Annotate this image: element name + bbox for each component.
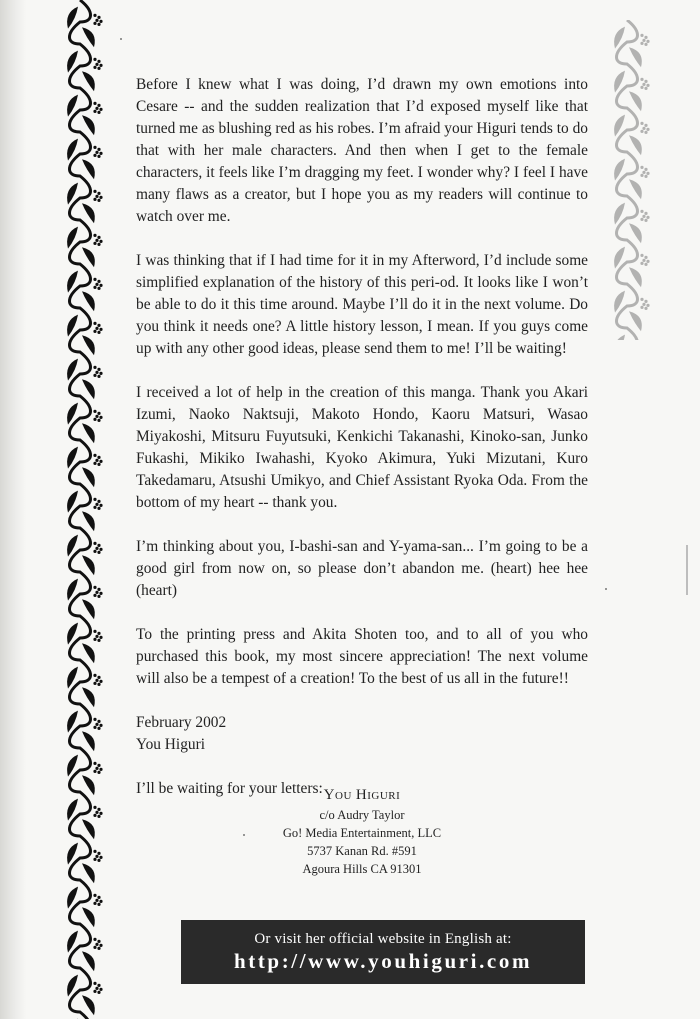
vine-berry [99, 196, 102, 199]
vine-berry [99, 152, 102, 155]
vine-leaf [629, 47, 642, 67]
vine-berry [95, 987, 98, 990]
vine-berry [93, 58, 96, 61]
page-edge-mark [686, 545, 688, 595]
vine-berry [93, 14, 96, 17]
vine-berry [97, 771, 100, 774]
vine-berry [93, 278, 96, 281]
vine-berry [642, 215, 645, 218]
vine-berry [99, 460, 102, 463]
faded-vine-border-icon [605, 20, 655, 340]
vine-leaf [82, 951, 95, 971]
vine-berry [642, 39, 645, 42]
vine-berry [97, 456, 100, 459]
address-street: 5737 Kanan Rd. #591 [307, 844, 417, 858]
vine-berry [93, 110, 96, 113]
vine-berry [97, 236, 100, 239]
vine-berry [93, 146, 96, 149]
vine-leaf [82, 423, 95, 443]
vine-berry [99, 20, 102, 23]
vine-berry [97, 287, 100, 290]
vine-berry [644, 168, 647, 171]
vine-berry [93, 550, 96, 553]
vine-berry [93, 102, 96, 105]
vine-leaf [82, 291, 95, 311]
vine-berry [644, 212, 647, 215]
vine-leaf [82, 27, 95, 47]
vine-berry [95, 107, 98, 110]
vine-berry [99, 944, 102, 947]
vine-berry [97, 852, 100, 855]
vine-berry [97, 676, 100, 679]
vine-berry [97, 155, 100, 158]
vine-berry [97, 199, 100, 202]
vine-leaf [82, 687, 95, 707]
vine-berry [646, 40, 649, 43]
vine-berry [99, 328, 102, 331]
vine-berry [93, 894, 96, 897]
vine-berry [97, 551, 100, 554]
vine-berry [95, 327, 98, 330]
vine-berry [646, 84, 649, 87]
vine-berry [99, 504, 102, 507]
vine-berry [99, 988, 102, 991]
vine-leaf [82, 115, 95, 135]
vine-berry [93, 682, 96, 685]
vine-berry [99, 372, 102, 375]
vine-berry [97, 991, 100, 994]
vine-leaf [82, 731, 95, 751]
vine-berry [93, 718, 96, 721]
signature [136, 712, 588, 756]
vine-berry [644, 256, 647, 259]
vine-berry [97, 859, 100, 862]
paragraph-appreciation: To the printing press and Akita Shoten too, and to all of you who purchased this book, my most sincere appreciation! The next volume will also be a tempest of a creation! To the best of us all in the future!! [136, 626, 588, 687]
vine-berry [95, 635, 98, 638]
vine-leaf [82, 907, 95, 927]
vine-berry [97, 544, 100, 547]
vine-berry [93, 630, 96, 633]
letters-prompt: I’ll be waiting for your letters: [136, 780, 323, 797]
vine-berry [95, 723, 98, 726]
paragraph-thanks: I received a lot of help in the creation of this manga. Thank you Akari Izumi, Naoko Naktsuji, Makoto Hondo, Kaoru Matsuri, Wasao Miyakoshi, Mitsuru Fuyutsuki, Kenkichi Takanashi, Kinoko-san, Junko Fukashi, Mikiko Iwahashi, Kyoko Akimura, Yuki Mizutani, Kuro Takedamaru, Atsushi Umikyo, and Chief Assistant Ryoka Oda. From the bottom of my heart -- thank you. [136, 384, 588, 511]
vine-berry [95, 855, 98, 858]
vine-leaf [82, 335, 95, 355]
vine-berry [97, 588, 100, 591]
vine-berry [93, 542, 96, 545]
vine-berry [97, 463, 100, 466]
vine-berry [97, 111, 100, 114]
vine-berry [640, 42, 643, 45]
vine-berry [97, 683, 100, 686]
vine-berry [644, 131, 647, 134]
vine-berry [644, 263, 647, 266]
vine-berry [93, 498, 96, 501]
vine-berry [95, 371, 98, 374]
vine-berry [97, 764, 100, 767]
vine-berry [640, 262, 643, 265]
vine-berry [97, 23, 100, 26]
vine-berry [642, 259, 645, 262]
vine-berry [93, 374, 96, 377]
vine-berry [93, 234, 96, 237]
vine-berry [95, 19, 98, 22]
vine-berry [97, 940, 100, 943]
vine-leaf [629, 311, 642, 331]
vine-berry [93, 66, 96, 69]
vine-berry [95, 943, 98, 946]
vine-berry [93, 454, 96, 457]
vine-leaf [614, 335, 625, 340]
vine-berry [95, 679, 98, 682]
vine-berry [95, 151, 98, 154]
floral-vine-border-icon [58, 0, 108, 1019]
vine-berry [644, 80, 647, 83]
vine-berry [644, 219, 647, 222]
website-url[interactable]: http://www.youhiguri.com [233, 949, 533, 973]
vine-berry [97, 815, 100, 818]
vine-berry [99, 548, 102, 551]
vine-berry [93, 946, 96, 949]
vine-berry [97, 419, 100, 422]
vine-berry [646, 128, 649, 131]
vine-berry [93, 858, 96, 861]
vine-berry [93, 674, 96, 677]
vine-leaf [629, 91, 642, 111]
vine-berry [97, 720, 100, 723]
vine-berry [640, 254, 643, 257]
vine-berry [93, 366, 96, 369]
vine-berry [95, 547, 98, 550]
vine-berry [97, 639, 100, 642]
vine-berry [99, 284, 102, 287]
vine-berry [97, 60, 100, 63]
vine-leaf [629, 179, 642, 199]
vine-berry [99, 636, 102, 639]
vine-leaf [82, 71, 95, 91]
vine-berry [644, 300, 647, 303]
vine-berry [93, 814, 96, 817]
signature-author: You Higuri [136, 736, 205, 753]
vine-berry [95, 811, 98, 814]
vine-berry [642, 303, 645, 306]
vine-berry [644, 175, 647, 178]
vine-berry [93, 286, 96, 289]
vine-berry [97, 67, 100, 70]
vine-berry [97, 947, 100, 950]
vine-leaf [82, 203, 95, 223]
vine-berry [95, 239, 98, 242]
vine-berry [97, 412, 100, 415]
vine-berry [99, 64, 102, 67]
vine-berry [99, 856, 102, 859]
vine-berry [640, 210, 643, 213]
vine-berry [95, 503, 98, 506]
paragraph-editors: I’m thinking about you, I-bashi-san and Y-yama-san... I’m going to be a good girl from now on, so please don’t abandon me. (heart) hee hee (heart) [136, 538, 588, 599]
vine-berry [97, 16, 100, 19]
vine-berry [99, 592, 102, 595]
vine-berry [97, 368, 100, 371]
vine-berry [97, 507, 100, 510]
vine-berry [642, 83, 645, 86]
vine-berry [93, 418, 96, 421]
vine-berry [93, 190, 96, 193]
vine-berry [642, 171, 645, 174]
vine-berry [646, 216, 649, 219]
vine-leaf [82, 995, 95, 1015]
vine-berry [93, 462, 96, 465]
vine-berry [93, 594, 96, 597]
vine-berry [93, 762, 96, 765]
vine-leaf [82, 511, 95, 531]
vine-berry [97, 375, 100, 378]
vine-berry [93, 198, 96, 201]
vine-leaf [82, 643, 95, 663]
vine-leaf [629, 223, 642, 243]
vine-berry [99, 416, 102, 419]
vine-berry [93, 330, 96, 333]
vine-leaf [82, 863, 95, 883]
vine-berry [97, 903, 100, 906]
vine-berry [640, 166, 643, 169]
vine-berry [93, 586, 96, 589]
vine-berry [93, 726, 96, 729]
vine-leaf [82, 467, 95, 487]
vine-berry [99, 900, 102, 903]
vine-berry [93, 322, 96, 325]
vine-berry [95, 591, 98, 594]
vine-berry [646, 172, 649, 175]
vine-berry [97, 896, 100, 899]
vine-berry [97, 808, 100, 811]
vine-berry [95, 415, 98, 418]
vine-leaf [82, 247, 95, 267]
vine-berry [95, 767, 98, 770]
address-name: YOU HIGURI [323, 787, 401, 803]
vine-berry [646, 260, 649, 263]
speck [120, 38, 122, 40]
vine-berry [97, 632, 100, 635]
vine-berry [99, 108, 102, 111]
vine-berry [93, 990, 96, 993]
vine-berry [97, 984, 100, 987]
vine-berry [93, 638, 96, 641]
address-city: Agoura Hills CA 91301 [302, 862, 422, 876]
vine-leaf [82, 379, 95, 399]
vine-berry [99, 240, 102, 243]
vine-leaf [629, 267, 642, 287]
vine-berry [97, 148, 100, 151]
vine-berry [640, 122, 643, 125]
mailing-address [136, 787, 588, 878]
vine-berry [99, 768, 102, 771]
vine-berry [97, 324, 100, 327]
vine-leaf [629, 135, 642, 155]
vine-berry [644, 36, 647, 39]
paragraph-history: I was thinking that if I had time for it in my Afterword, I’d include some simplified explanation of the history of this peri-od. It looks like I won’t be able to do it this time around. Maybe I’ll do it in the next volume. Do you think it needs one? A little history lesson, I mean. If you guys come up with any other good ideas, please send them to me! I’ll be waiting! [136, 252, 588, 357]
vine-berry [640, 218, 643, 221]
address-care-of: c/o Audry Taylor [319, 808, 405, 822]
signature-date: February 2002 [136, 714, 227, 731]
vine-berry [97, 192, 100, 195]
vine-berry [644, 124, 647, 127]
vine-leaf [82, 599, 95, 619]
vine-leaf [82, 819, 95, 839]
speck [605, 588, 607, 590]
vine-berry [93, 902, 96, 905]
paragraph-emotions: Before I knew what I was doing, I’d drawn my own emotions into Cesare -- and the sudden realization that I’d exposed myself like that turned me as blushing red as his robes. I’m afraid your Higuri tends to do that with her male characters. And then when I get to the female characters, it feels like I’m dragging my feet. I wonder why? I feel I have many flaws as a creator, but I hope you as my readers will continue to watch over me. [136, 76, 588, 225]
vine-berry [93, 850, 96, 853]
afterword-text [136, 74, 588, 822]
website-banner [181, 920, 585, 984]
vine-berry [93, 154, 96, 157]
vine-berry [93, 806, 96, 809]
vine-berry [640, 86, 643, 89]
vine-berry [640, 34, 643, 37]
vine-berry [644, 43, 647, 46]
vine-berry [95, 459, 98, 462]
vine-leaf [82, 555, 95, 575]
vine-berry [97, 243, 100, 246]
vine-berry [640, 78, 643, 81]
vine-berry [93, 410, 96, 413]
vine-berry [644, 307, 647, 310]
vine-berry [97, 595, 100, 598]
website-lead: Or visit her official website in English at: [254, 931, 512, 947]
vine-berry [97, 280, 100, 283]
vine-berry [93, 982, 96, 985]
vine-berry [99, 680, 102, 683]
vine-berry [93, 770, 96, 773]
vine-berry [640, 174, 643, 177]
vine-berry [640, 130, 643, 133]
vine-berry [640, 298, 643, 301]
vine-leaf [82, 775, 95, 795]
vine-berry [97, 104, 100, 107]
vine-berry [93, 242, 96, 245]
vine-stem [617, 20, 638, 340]
scan-edge [0, 0, 26, 1019]
vine-leaf [82, 159, 95, 179]
vine-berry [640, 306, 643, 309]
vine-berry [644, 87, 647, 90]
vine-berry [646, 304, 649, 307]
vine-berry [95, 63, 98, 66]
vine-berry [95, 283, 98, 286]
vine-berry [97, 331, 100, 334]
address-company: Go! Media Entertainment, LLC [282, 826, 442, 840]
vine-berry [99, 724, 102, 727]
vine-berry [93, 938, 96, 941]
vine-berry [99, 812, 102, 815]
vine-berry [93, 22, 96, 25]
vine-berry [93, 506, 96, 509]
vine-berry [95, 899, 98, 902]
vine-berry [642, 127, 645, 130]
vine-berry [97, 727, 100, 730]
vine-berry [95, 195, 98, 198]
vine-berry [97, 500, 100, 503]
